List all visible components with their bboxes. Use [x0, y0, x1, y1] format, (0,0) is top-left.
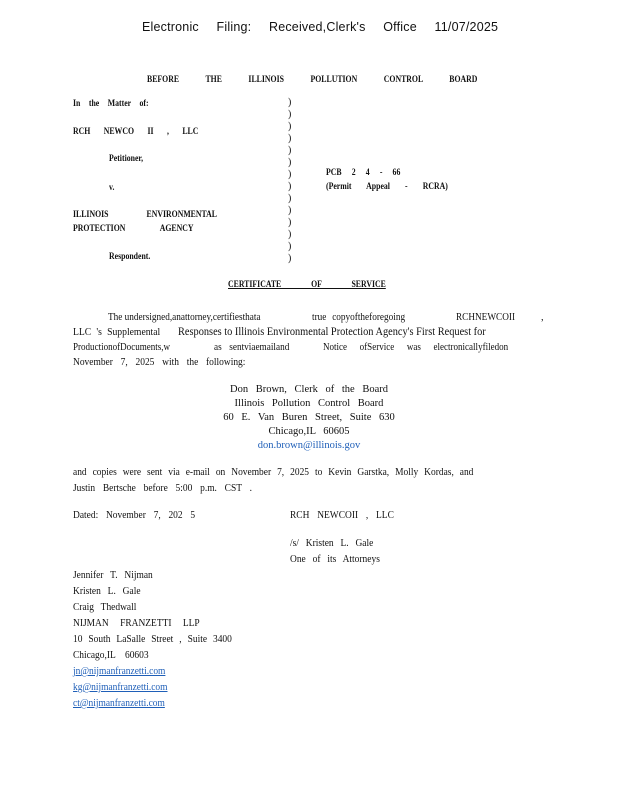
case-number: PCB 2 4 - 66: [326, 168, 401, 178]
para1-line1-d: ,: [541, 312, 544, 323]
filing-stamp: Electronic Filing: Received,Clerk's Office 11/07/2025: [142, 20, 499, 34]
signature-role: One of its Attorneys: [290, 554, 380, 565]
case-type: (Permit Appeal - RCRA): [326, 182, 448, 192]
email-link[interactable]: kg@nijmanfranzetti.com: [73, 682, 168, 693]
respondent-name-line1: ILLINOIS ENVIRONMENTAL: [73, 210, 217, 220]
firm-name: NIJMAN FRANZETTI LLP: [73, 618, 200, 629]
email-link[interactable]: ct@nijmanfranzetti.com: [73, 698, 165, 709]
attorney-name: Craig Thedwall: [73, 602, 137, 613]
email-link[interactable]: jn@nijmanfranzetti.com: [73, 666, 166, 677]
para1-line2-a: LLC 's Supplemental: [73, 327, 161, 338]
signature-line: /s/ Kristen L. Gale: [290, 538, 374, 549]
para1-line3-b: as sentviaemailand: [214, 342, 290, 353]
firm-street: 10 South LaSalle Street , Suite 3400: [73, 634, 232, 645]
para1-line1-a: The undersigned,anattorney,certifiesthata: [108, 312, 261, 323]
in-the-matter: In the Matter of:: [73, 99, 149, 109]
recipient-name: Don Brown, Clerk of the Board: [230, 384, 388, 395]
para1-line1-c: RCHNEWCOII: [456, 312, 516, 323]
copies-line1: and copies were sent via e-mail on November 7, 2025 to Kevin Garstka, Molly Kordas, and: [73, 467, 474, 478]
dated-line: Dated: November 7, 202 5: [73, 510, 196, 521]
versus: v.: [109, 183, 115, 193]
respondent-label: Respondent.: [109, 252, 151, 262]
para1-line4: November 7, 2025 with the following:: [73, 357, 246, 368]
para1-line2-b: Responses to Illinois Environmental Protection Agency's First Request for: [178, 326, 486, 338]
recipient-street: 60 E. Van Buren Street, Suite 630: [223, 412, 395, 423]
attorney-name: Jennifer T. Nijman: [73, 570, 153, 581]
signing-party: RCH NEWCOII , LLC: [290, 510, 394, 521]
firm-city: Chicago,IL 60603: [73, 650, 149, 661]
certificate-title: CERTIFICATE OF SERVICE: [228, 280, 386, 290]
para1-line3-a: ProductionofDocuments,w: [73, 342, 171, 353]
petitioner-name: RCH NEWCO II , LLC: [73, 127, 199, 137]
respondent-name-line2: PROTECTION AGENCY: [73, 224, 194, 234]
attorney-name: Kristen L. Gale: [73, 586, 141, 597]
para1-line1-b: true copyoftheforegoing: [312, 312, 406, 323]
copies-line2: Justin Bertsche before 5:00 p.m. CST .: [73, 483, 252, 494]
recipient-city: Chicago,IL 60605: [268, 426, 350, 437]
para1-line3-c: Notice ofService was electronicallyfiledon: [323, 342, 509, 353]
petitioner-label: Petitioner,: [109, 154, 144, 164]
board-heading: BEFORE THE ILLINOIS POLLUTION CONTROL BOARD: [147, 75, 478, 85]
recipient-org: Illinois Pollution Control Board: [234, 398, 384, 409]
caption-brackets: ) ) ) ) ) ) ) ) ) ) ) ) ) ): [288, 97, 292, 264]
recipient-email-link[interactable]: don.brown@illinois.gov: [257, 440, 361, 451]
